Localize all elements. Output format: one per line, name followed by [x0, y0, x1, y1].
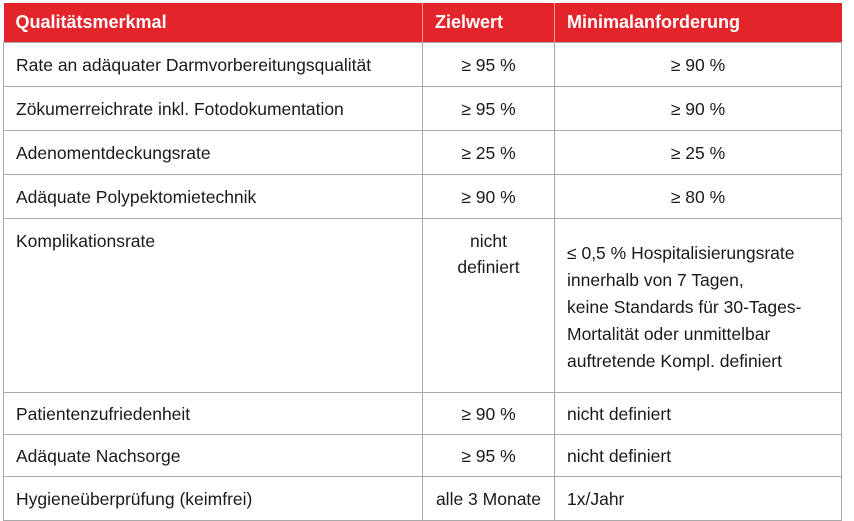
cell-zielwert: ≥ 95 % — [423, 87, 555, 131]
cell-minimal: ≥ 90 % — [555, 87, 842, 131]
cell-merkmal: Rate an adäquater Darmvorbereitungsqualität — [4, 43, 423, 87]
table-row — [4, 393, 842, 435]
cell-zielwert: ≥ 95 % — [423, 43, 555, 87]
table-header-row — [4, 3, 842, 43]
minimal-line: keine Standards für 30-Tages- — [567, 297, 802, 317]
zielwert-line: definiert — [457, 257, 520, 277]
cell-minimal: nicht definiert — [555, 435, 842, 477]
table-row — [4, 477, 842, 521]
minimal-line: Mortalität oder unmittelbar — [567, 324, 771, 344]
minimal-line: innerhalb von 7 Tagen, — [567, 270, 744, 290]
cell-zielwert: ≥ 95 % — [423, 435, 555, 477]
cell-minimal: ≥ 25 % — [555, 131, 842, 175]
cell-zielwert — [423, 219, 555, 393]
minimal-line: ≤ 0,5 % Hospitalisierungsrate — [567, 243, 795, 263]
cell-merkmal: Adenomentdeckungsrate — [4, 131, 423, 175]
cell-zielwert: ≥ 90 % — [423, 175, 555, 219]
header-minimalanforderung: Minimalanforderung — [555, 3, 842, 43]
cell-merkmal: Zökumerreichrate inkl. Fotodokumentation — [4, 87, 423, 131]
cell-merkmal: Patientenzufriedenheit — [4, 393, 423, 435]
cell-minimal: nicht definiert — [555, 393, 842, 435]
table-row — [4, 131, 842, 175]
cell-merkmal: Komplikationsrate — [4, 219, 423, 393]
table-row — [4, 87, 842, 131]
table-row — [4, 43, 842, 87]
cell-zielwert: ≥ 25 % — [423, 131, 555, 175]
cell-minimal: 1x/Jahr — [555, 477, 842, 521]
cell-minimal — [555, 219, 842, 393]
cell-zielwert: ≥ 90 % — [423, 393, 555, 435]
cell-minimal: ≥ 80 % — [555, 175, 842, 219]
zielwert-line: nicht — [470, 231, 507, 251]
quality-criteria-table — [3, 3, 842, 521]
cell-zielwert: alle 3 Monate — [423, 477, 555, 521]
cell-merkmal: Adäquate Polypektomietechnik — [4, 175, 423, 219]
minimal-line: auftretende Kompl. definiert — [567, 351, 782, 371]
header-qualitaetsmerkmal: Qualitätsmerkmal — [4, 3, 423, 43]
cell-minimal: ≥ 90 % — [555, 43, 842, 87]
quality-table-container — [3, 3, 842, 521]
cell-merkmal: Hygieneüberprüfung (keimfrei) — [4, 477, 423, 521]
cell-merkmal: Adäquate Nachsorge — [4, 435, 423, 477]
table-row — [4, 435, 842, 477]
header-zielwert: Zielwert — [423, 3, 555, 43]
table-row — [4, 175, 842, 219]
table-row — [4, 219, 842, 393]
